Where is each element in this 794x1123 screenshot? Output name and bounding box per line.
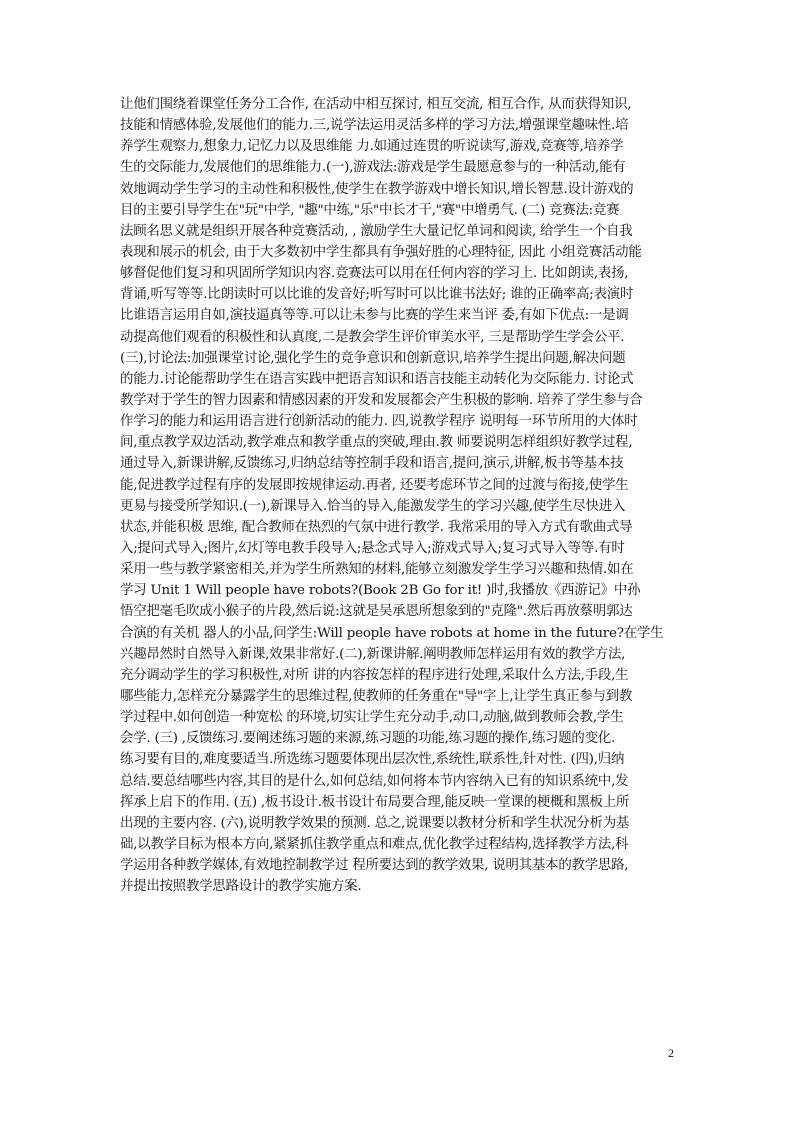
text-line: 充分调动学生的学习积极性,对所 讲的内容按怎样的程序进行处理,采取什么方法,手段,生 [120, 667, 629, 683]
text-line: 能,促进教学过程有序的发展即按规律运动.再者, 还要考虑环节之间的过渡与衔接,使学生 [120, 477, 629, 493]
text-line: 挥承上启下的作用. (五) ,板书设计.板书设计布局要合理,能反映一堂课的梗概和黑板上所 [120, 794, 630, 810]
text-line: 背诵,听写等等.比朗读时可以比谁的发音好;听写时可以比谁书法好; 谁的正确率高;表演时 [120, 287, 634, 303]
text-line: 会学. (三) ,反馈练习.要阐述练习题的来源,练习题的功能,练习题的操作,练习题的变化. [120, 731, 616, 747]
text-line: 合演的有关机 器人的小品,问学生:Will people have robots at home in the future?在学生 [120, 625, 664, 641]
text-line: 总结.要总结哪些内容,其目的是什么,如何总结,如何将本节内容纳入已有的知识系统中,发 [120, 773, 629, 789]
page-number: 2 [668, 1046, 674, 1060]
text-line: 动提高他们观看的积极性和认真度,二是教会学生评价审美水平, 三是帮助学生学会公平. [120, 329, 625, 345]
text-line: 表现和展示的机会, 由于大多数初中学生都具有争强好胜的心理特征, 因此 小组竞赛活动能 [120, 244, 642, 260]
text-line: 出现的主要内容. (六),说明教学效果的预测. 总之,说课要以教材分析和学生状况分析为基 [120, 815, 630, 831]
text-line: 作学习的能力和运用语言进行创新活动的能力. 四,说教学程序 说明每一环节所用的大体时 [120, 414, 638, 430]
text-line: 入;提问式导入;图片,幻灯等电教手段导入;悬念式导入;游戏式导入;复习式导入等等.有时 [120, 540, 625, 556]
text-line: 效地调动学生学习的主动性和积极性,使学生在教学游戏中增长知识,增长智慧.设计游戏的 [120, 181, 634, 197]
text-line: 并提出按照教学思路设计的教学实施方案. [120, 879, 362, 895]
text-line: 采用一些与教学紧密相关,并为学生所熟知的材料,能够立刻激发学生学习兴趣和热情.如在 [120, 562, 634, 578]
text-line: 更易与接受所学知识.(一),新课导入.恰当的导入,能激发学生的学习兴趣,使学生尽快进入 [120, 498, 626, 514]
text-line: 状态,并能积极 思维, 配合教师在热烈的气氛中进行教学. 我常采用的导入方式有歌曲式导 [120, 519, 633, 535]
text-line: 兴趣昂然时自然导入新课,效果非常好.(二),新课讲解.阐明教师怎样运用有效的教学方法, [120, 646, 626, 662]
text-line: 悟空把毫毛吹成小猴子的片段,然后说:这就是吴承恩所想象到的"克隆".然后再放蔡明郭达 [120, 604, 633, 620]
text-line: 目的主要引导学生在"玩"中学, "趣"中练,"乐"中长才干,"赛"中增勇气. (二) 竞赛法:竞赛 [120, 202, 620, 218]
text-line: 础,以教学目标为根本方向,紧紧抓住教学重点和难点,优化教学过程结构,选择教学方法,科 [120, 836, 629, 852]
text-line: 生的交际能力,发展他们的思维能力.(一),游戏法:游戏是学生最愿意参与的一种活动,能有 [120, 160, 626, 176]
text-line: 让他们围绕着课堂任务分工合作, 在活动中相互探讨, 相互交流, 相互合作, 从而获得知识, [120, 97, 632, 112]
text-line: 间,重点教学双边活动,教学难点和教学重点的突破,理由.教 师要说明怎样组织好教学过程, [120, 435, 633, 451]
text-line: 的能力.讨论能帮助学生在语言实践中把语言知识和语言技能主动转化为交际能力. 讨论式 [120, 371, 634, 387]
text-line: 学习 Unit 1 Will people have robots?(Book 2B Go for it! )时,我播放《西游记》中孙 [120, 583, 641, 599]
text-line: 够督促他们复习和巩固所学知识内容.竞赛法可以用在任何内容的学习上. 比如朗读,表扬, [120, 266, 629, 282]
document-body [120, 94, 680, 897]
text-line: (三),讨论法:加强课堂讨论,强化学生的竞争意识和创新意识,培养学生提出问题,解决问题 [120, 350, 626, 366]
text-line: 哪些能力,怎样充分暴露学生的思维过程,使教师的任务重在"导"字上,让学生真正参与到教 [120, 688, 633, 704]
text-line: 学过程中.如何创造一种宽松 的环境,切实让学生充分动手,动口,动脑,做到教师会教,学生 [120, 710, 624, 726]
text-line: 养学生观察力,想象力,记忆力以及思维能 力.如通过连贯的听说读写,游戏,竞赛等,培养学 [120, 139, 624, 155]
text-line: 通过导入,新课讲解,反馈练习,归纳总结等控制手段和语言,提问,演示,讲解,板书等基本技 [120, 456, 624, 472]
text-line: 比谁语言运用自如,演技逼真等等.可以让未参与比赛的学生来当评 委,有如下优点:一是调 [120, 308, 629, 324]
text-line: 法顾名思义就是组织开展各种竞赛活动, , 激励学生大量记忆单词和阅读, 给学生一个自我 [120, 223, 633, 239]
text-line: 学运用各种教学媒体,有效地控制教学过 程所要达到的教学效果, 说明其基本的教学思路, [120, 858, 629, 874]
text-line: 练习要有目的,难度要适当.所选练习题要体现出层次性,系统性,联系性,针对性. (四),归纳 [120, 752, 625, 768]
text-line: 技能和情感体验,发展他们的能力.三,说学法运用灵活多样的学习方法,增强课堂趣味性.培 [120, 118, 629, 134]
text-line: 教学对于学生的智力因素和情感因素的开发和发展都会产生积极的影响. 培养了学生参与合 [120, 392, 643, 408]
